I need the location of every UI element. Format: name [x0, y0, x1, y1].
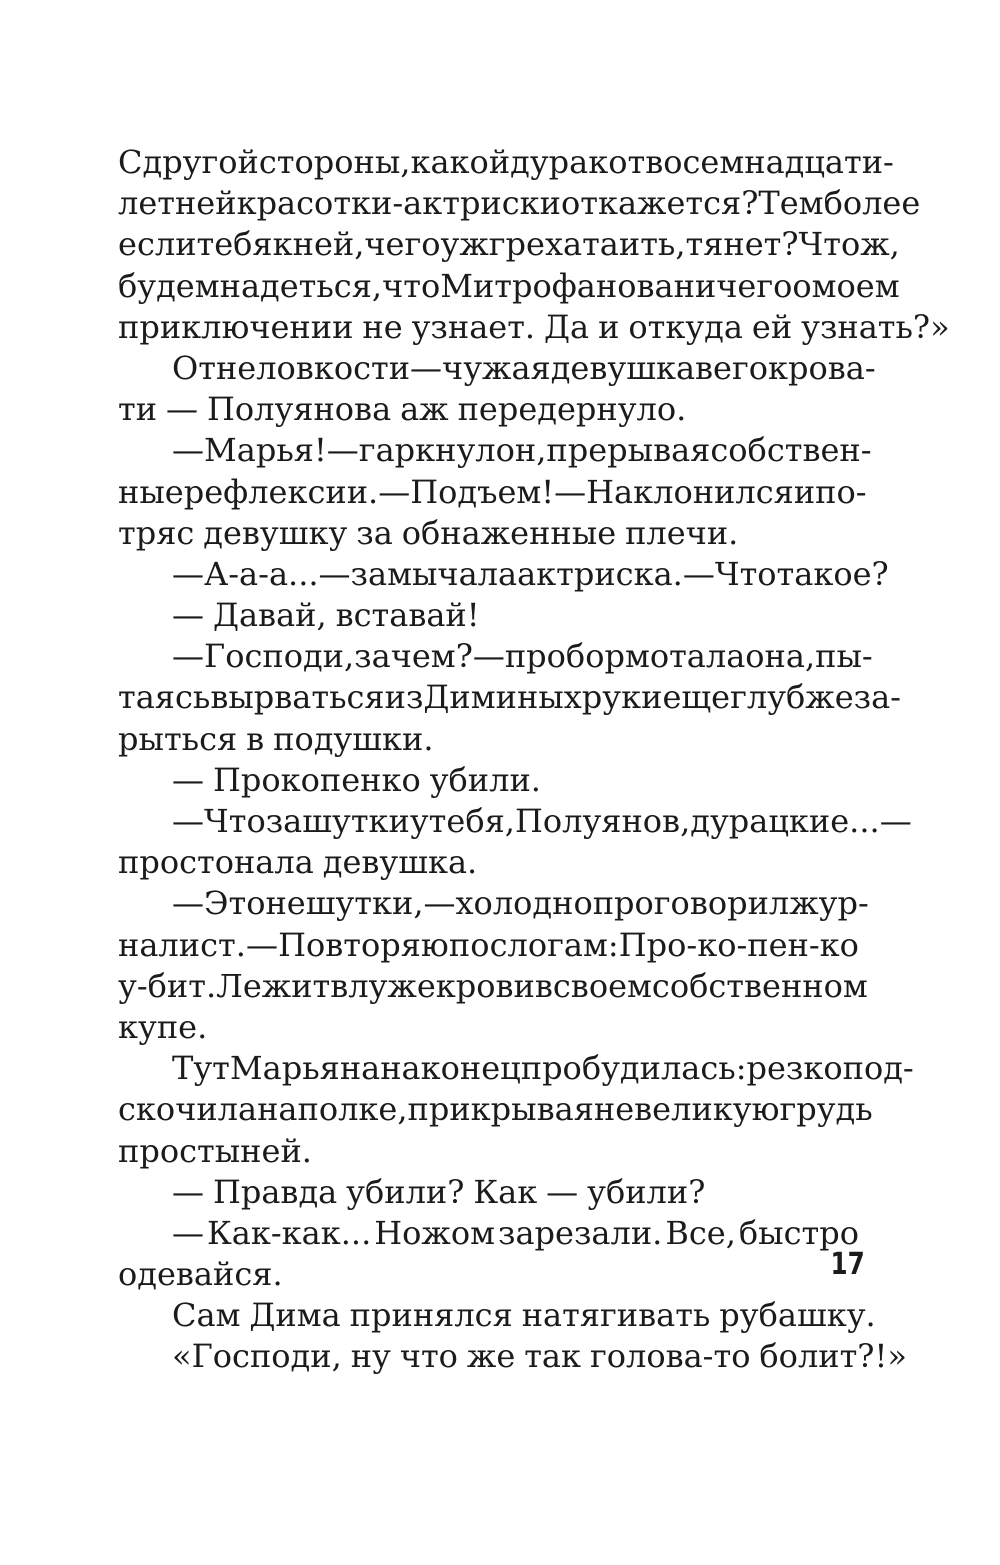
word: своем	[552, 966, 652, 1005]
word: Дима	[249, 1296, 341, 1335]
word: наконец	[380, 1049, 521, 1088]
word: рефлексии.	[183, 472, 379, 511]
word: болит?!»	[759, 1337, 907, 1376]
word: девушку	[203, 513, 348, 552]
word: и	[641, 678, 663, 717]
word: Это	[204, 884, 266, 923]
text-line	[118, 1007, 859, 1048]
word: девушка.	[322, 843, 478, 882]
word: —	[472, 637, 505, 676]
word: чужая	[442, 348, 551, 387]
word: тебя	[196, 225, 273, 264]
text-line	[118, 1254, 859, 1295]
word: не	[265, 884, 306, 923]
word: крови	[435, 966, 535, 1005]
word: прерывая	[546, 431, 711, 470]
word: От	[172, 348, 216, 387]
word: его	[713, 348, 769, 387]
word: за	[265, 802, 303, 840]
word: —	[378, 472, 411, 511]
word: в	[695, 348, 714, 387]
word: она,	[745, 637, 816, 676]
text-line	[118, 1336, 907, 1377]
word: еще	[662, 678, 731, 717]
word: дурак	[510, 143, 609, 181]
word: —	[172, 431, 204, 470]
word: узнает.	[411, 307, 536, 346]
word: «Господи,	[172, 1337, 342, 1376]
word: аж	[400, 390, 449, 429]
text-line	[118, 842, 859, 883]
word: уж	[440, 225, 489, 264]
word: Тем	[758, 184, 824, 223]
word: откуда	[628, 307, 743, 346]
word: гаркнул	[358, 431, 496, 470]
word: Повторяю	[278, 925, 449, 964]
word: Тут	[172, 1049, 230, 1088]
word: откажется?	[561, 184, 759, 223]
word: шутки	[302, 802, 410, 840]
text-line	[118, 224, 900, 265]
word: С	[118, 143, 143, 181]
text-line	[118, 348, 876, 389]
word: по	[448, 925, 490, 964]
word: Господи,	[204, 637, 355, 676]
text-line	[118, 636, 873, 677]
word: Марья!	[204, 431, 327, 470]
text-line	[118, 183, 921, 224]
word: замычала	[350, 554, 518, 593]
word: за	[356, 513, 393, 552]
word: —	[326, 431, 359, 470]
word: другой	[142, 143, 259, 181]
text-line	[118, 1213, 859, 1254]
word: рубашку.	[719, 1296, 876, 1335]
word: —	[879, 802, 912, 840]
word: резко	[746, 1049, 843, 1088]
word: от	[608, 143, 646, 181]
word: тряс	[118, 513, 195, 552]
word: полке,	[297, 1090, 408, 1129]
word: проговорил	[592, 884, 790, 923]
word: Прокопенко	[212, 760, 421, 799]
word: Все,	[665, 1213, 736, 1252]
word: обнаженные	[401, 513, 617, 552]
word: убили.	[429, 760, 541, 799]
text-line	[118, 801, 912, 842]
word: девушка	[550, 348, 696, 387]
word: слогам:	[489, 925, 619, 964]
word: на	[257, 1090, 298, 1129]
text-line	[118, 760, 859, 801]
word: моем	[811, 266, 900, 305]
word: налист.	[118, 925, 246, 964]
word: собствен-	[710, 431, 872, 470]
word: быстро	[738, 1213, 859, 1252]
word: Полуянова	[206, 390, 392, 429]
text-line	[118, 677, 901, 718]
text-line	[118, 430, 872, 471]
text-line	[118, 1295, 876, 1336]
word: —	[554, 472, 587, 511]
word: —	[245, 925, 278, 964]
word: из	[384, 678, 424, 717]
word: простонала	[118, 843, 314, 882]
word: Марьяна	[229, 1049, 381, 1088]
word: у-бит.	[118, 966, 217, 1005]
word: в	[246, 719, 265, 758]
word: скочила	[118, 1090, 258, 1129]
word: Да	[544, 307, 590, 346]
text-line	[118, 389, 859, 430]
word: ж,	[860, 225, 900, 264]
word: плечи.	[625, 513, 739, 552]
word: узнать?»	[801, 307, 950, 346]
word: купе.	[118, 1007, 208, 1046]
word: холодно	[455, 884, 593, 923]
word: какой	[410, 143, 511, 181]
word: прикрывая	[407, 1090, 594, 1129]
word: дурацкие...	[690, 802, 880, 840]
word: будем	[118, 266, 220, 305]
word: грудь	[779, 1090, 873, 1129]
word: простыней.	[118, 1131, 312, 1170]
word: более	[823, 184, 921, 223]
text-line	[118, 595, 859, 636]
word: ти	[118, 390, 158, 429]
text-line	[118, 554, 889, 595]
word: невеликую	[593, 1090, 780, 1129]
word: если	[118, 225, 197, 264]
word: —	[410, 348, 443, 387]
word: Митрофанова	[440, 266, 674, 305]
word: крова-	[768, 348, 876, 387]
word: ничего	[673, 266, 793, 305]
word: актриска.	[517, 554, 683, 593]
word: чего	[364, 225, 441, 264]
word: глубже	[730, 678, 854, 717]
word: ну	[350, 1337, 391, 1376]
word: тебя,	[428, 802, 515, 840]
word: —	[172, 1213, 204, 1252]
word: ей	[751, 307, 793, 346]
word: принялся	[349, 1296, 513, 1335]
word: Как	[473, 1172, 538, 1211]
text-line	[118, 1172, 859, 1213]
word: Что	[714, 554, 777, 593]
word: красотки-актриски	[236, 184, 561, 223]
word: Наклонился	[586, 472, 794, 511]
text-line	[118, 472, 867, 513]
word: Что	[798, 225, 861, 264]
word: —	[318, 554, 351, 593]
word: —	[423, 884, 456, 923]
text-line	[118, 142, 894, 183]
word: Ножом	[374, 1213, 496, 1252]
word: —	[172, 802, 204, 840]
word: —	[165, 390, 198, 429]
word: таить,	[582, 225, 686, 264]
word: греха	[488, 225, 583, 264]
word: Правда	[212, 1172, 338, 1211]
text-line	[118, 719, 859, 760]
word: Полуянов,	[514, 802, 691, 840]
word: собственном	[651, 966, 868, 1005]
text-line	[118, 966, 868, 1007]
word: такое?	[776, 554, 889, 593]
word: Подъем!	[410, 472, 555, 511]
word: шутки,	[305, 884, 424, 923]
word: Давай,	[212, 596, 327, 635]
word: летней	[118, 184, 237, 223]
word: тянет?	[685, 225, 799, 264]
word: Как-как...	[207, 1213, 372, 1252]
word: голова-то	[589, 1337, 751, 1376]
word: в	[534, 966, 553, 1005]
word: у	[409, 802, 429, 840]
word: что	[382, 266, 441, 305]
word: Про-ко-пен-ко	[618, 925, 859, 964]
word: —	[546, 1172, 579, 1211]
word: ные	[118, 472, 184, 511]
word: под-	[842, 1049, 914, 1088]
word: —	[172, 1172, 204, 1211]
word: к	[272, 225, 293, 264]
word: пробудилась:	[520, 1049, 747, 1088]
word: стороны,	[258, 143, 411, 181]
page-number: 17	[830, 1247, 865, 1282]
word: Диминых	[423, 678, 582, 717]
word: же	[466, 1337, 516, 1376]
word: пробормотала	[504, 637, 746, 676]
word: вырваться	[210, 678, 385, 717]
word: —	[172, 554, 204, 593]
word: подушки.	[273, 719, 434, 758]
body-text	[118, 142, 950, 1378]
word: о	[792, 266, 812, 305]
word: жур-	[789, 884, 869, 923]
word: неловкости	[215, 348, 411, 387]
word: —	[172, 596, 204, 635]
word: —	[682, 554, 715, 593]
word: и	[793, 472, 816, 511]
word: рук	[581, 678, 642, 717]
word: одевайся.	[118, 1255, 283, 1294]
word: в	[330, 966, 349, 1005]
word: не	[362, 307, 403, 346]
word: вставай!	[335, 596, 480, 635]
word: передернуло.	[457, 390, 687, 429]
word: Лежит	[216, 966, 331, 1005]
word: что	[399, 1337, 458, 1376]
word: и	[598, 307, 620, 346]
word: приключении	[118, 307, 354, 346]
word: Что	[204, 802, 266, 840]
text-line	[118, 883, 869, 924]
word: Сам	[172, 1296, 241, 1335]
word: восемнадцати-	[645, 143, 894, 181]
text-line	[118, 1131, 859, 1172]
word: А-а-а...	[204, 554, 319, 593]
word: натягивать	[521, 1296, 711, 1335]
word: за-	[853, 678, 901, 717]
text-line	[118, 513, 859, 554]
word: —	[172, 884, 204, 923]
word: зачем?	[354, 637, 473, 676]
text-line	[118, 1089, 873, 1130]
word: пы-	[815, 637, 873, 676]
word: он,	[495, 431, 547, 470]
word: по-	[815, 472, 867, 511]
word: так	[524, 1337, 581, 1376]
word: таясь	[118, 678, 211, 717]
text-line	[118, 1048, 914, 1089]
text-line	[118, 925, 859, 966]
word: —	[172, 760, 204, 799]
word: ней,	[292, 225, 365, 264]
word: рыться	[118, 719, 238, 758]
word: надеться,	[219, 266, 383, 305]
word: —	[172, 637, 204, 676]
text-line	[118, 266, 900, 307]
word: луже	[348, 966, 436, 1005]
word: зарезали.	[498, 1213, 663, 1252]
word: убили?	[587, 1172, 706, 1211]
text-line	[118, 307, 950, 348]
word: убили?	[346, 1172, 465, 1211]
